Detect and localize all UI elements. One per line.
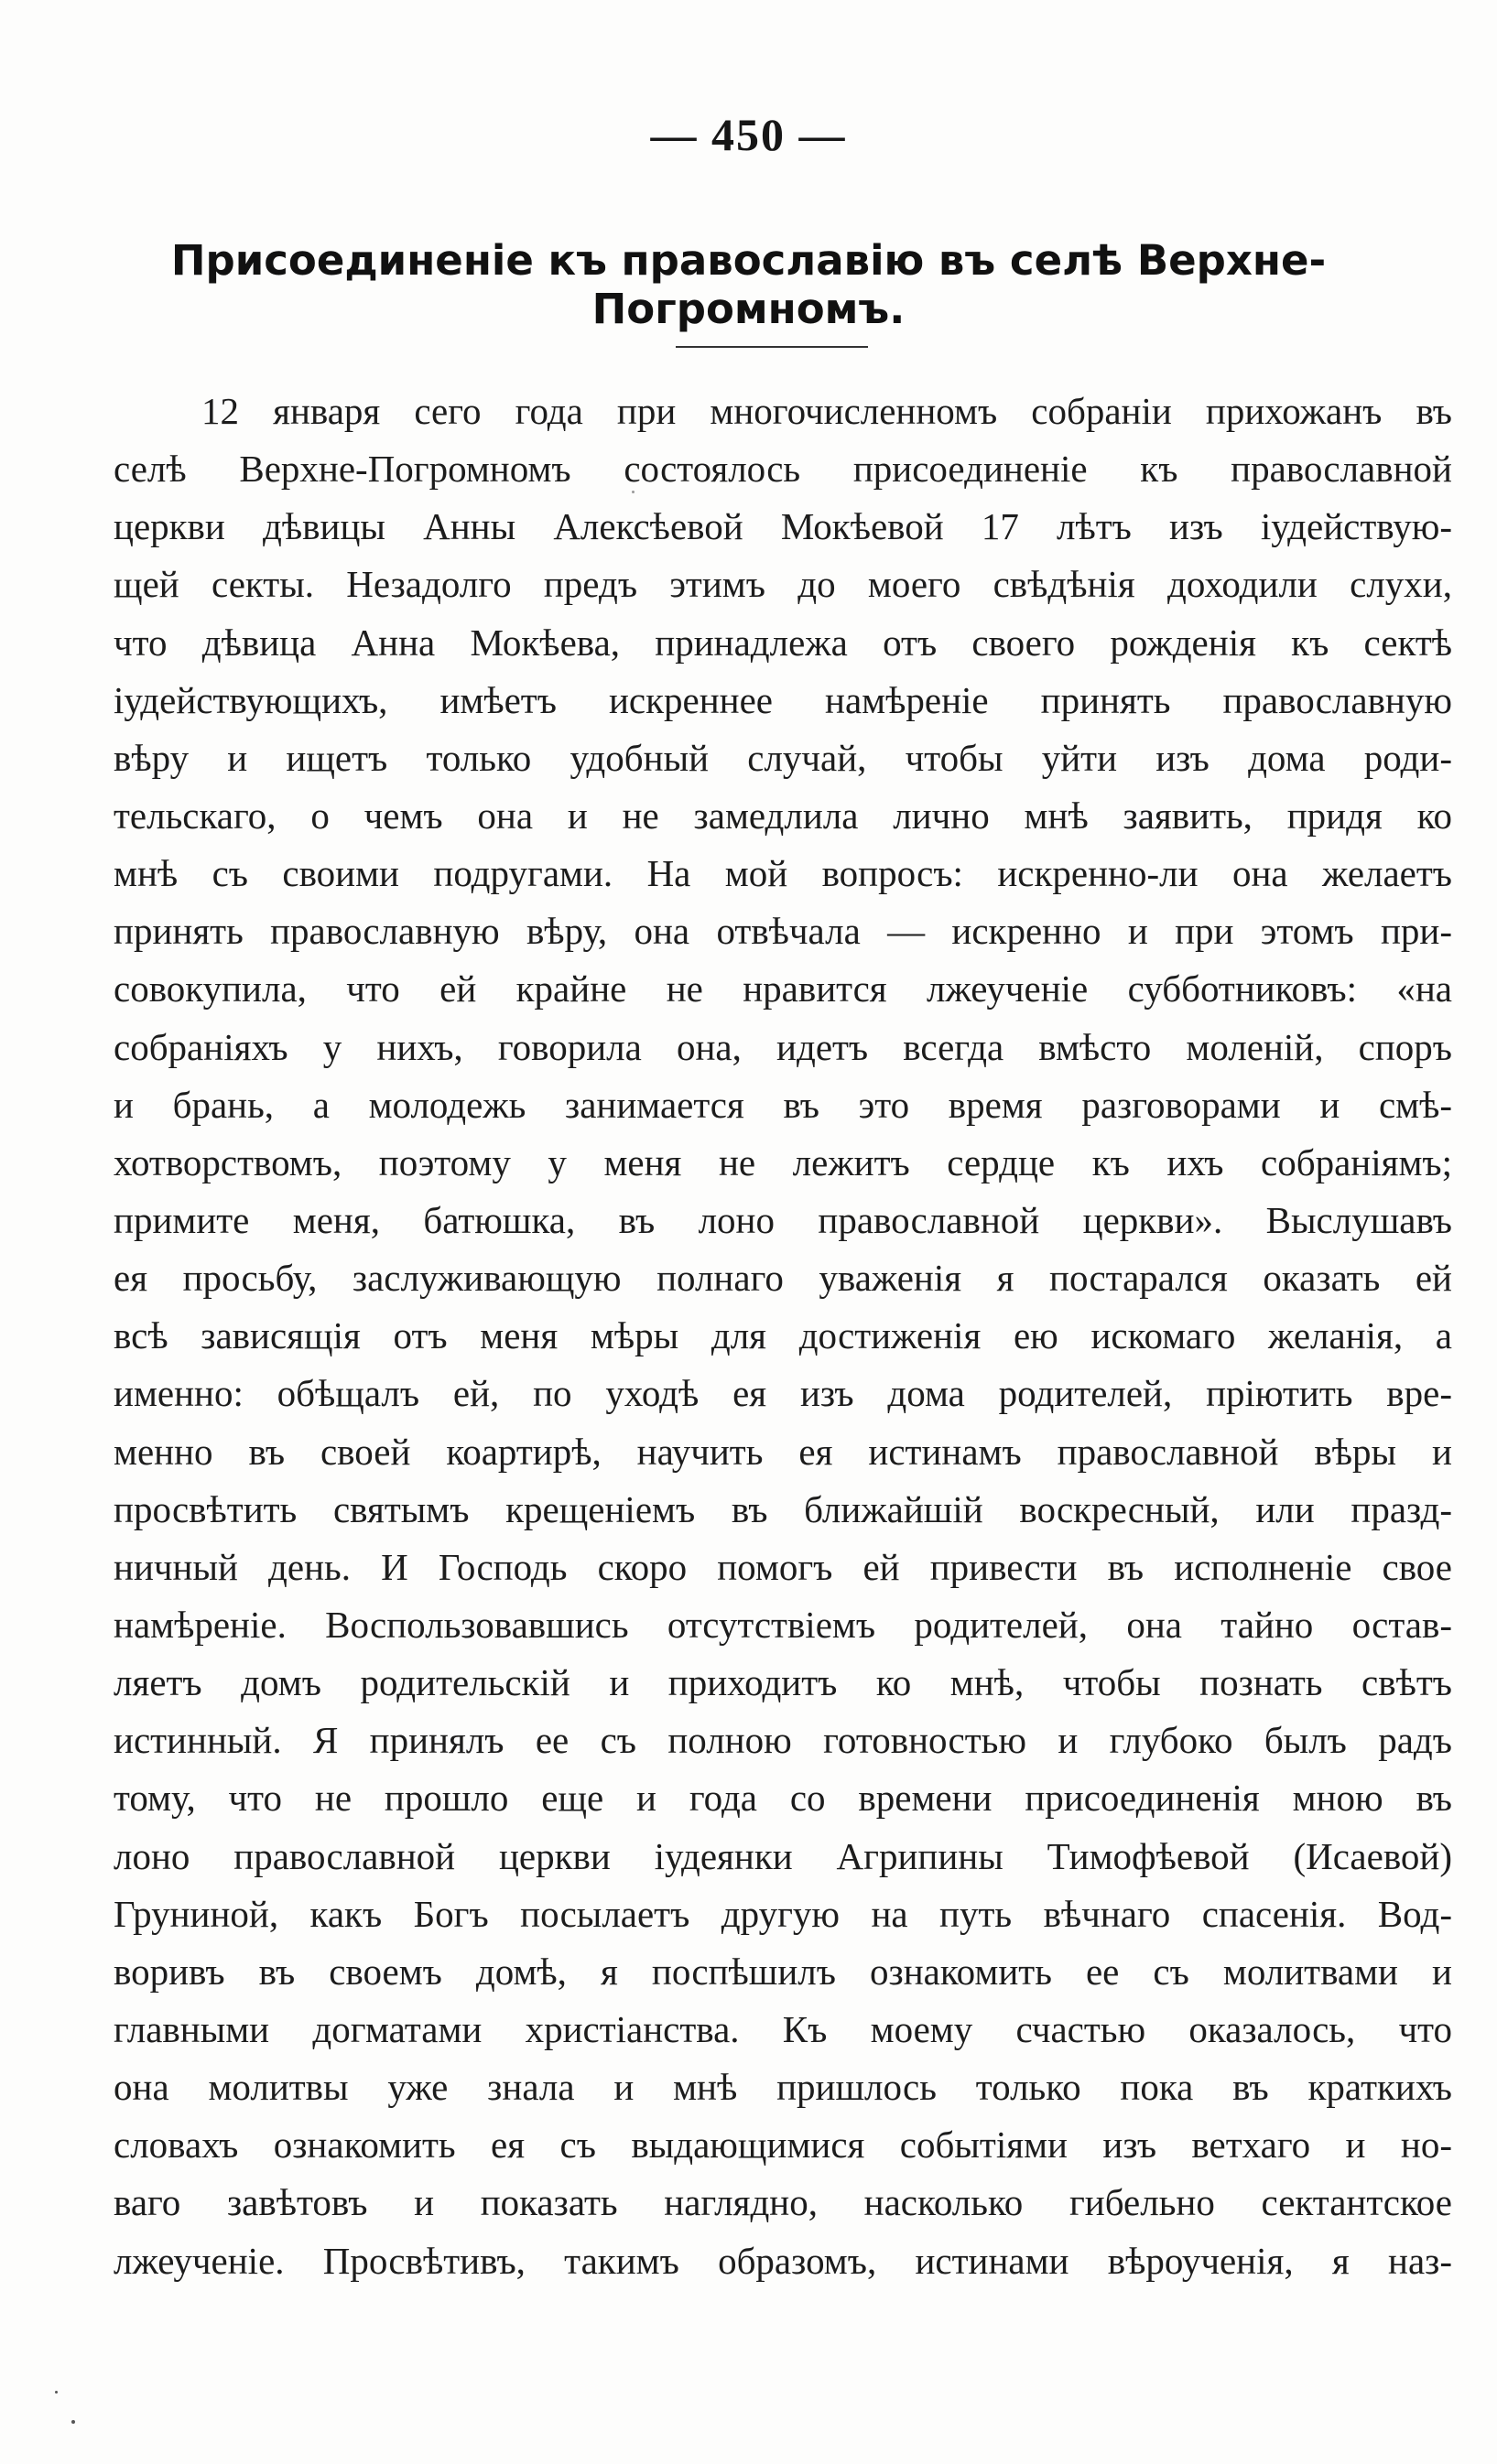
article-body [114, 383, 1452, 2290]
text-line: мнѣ съ своими подругами. На мой вопросъ: искренно-ли она желаетъ [114, 852, 1452, 895]
text-line: селѣ Верхне-Погромномъ состоялось присоединеніе къ православной [114, 448, 1452, 491]
text-line: совокупила, что ей крайне не нравится лжеученіе субботниковъ: «на [114, 967, 1452, 1010]
text-line: Груниной, какъ Богъ посылаетъ другую на путь вѣчнаго спасенія. Вод- [114, 1892, 1452, 1935]
text-line: именно: обѣщалъ ей, по уходѣ ея изъ дома родителей, пріютить вре- [114, 1372, 1452, 1415]
text-line: главными догматами христіанства. Къ моему счастью оказалось, что [114, 2007, 1452, 2050]
text-line: и брань, а молодежь занимается въ это время разговорами и смѣ- [114, 1083, 1452, 1126]
text-line: что дѣвица Анна Мокѣева, принадлежа отъ своего рожденія къ сектѣ [114, 621, 1452, 664]
text-line: принять православную вѣру, она отвѣчала — искренно и при этомъ при- [114, 910, 1452, 953]
text-line: вѣру и ищетъ только удобный случай, чтобы уйти изъ дома роди- [114, 736, 1452, 779]
article-title: Присоединеніе къ православію въ селѣ Верхне-Погромномъ. [170, 236, 1327, 333]
text-line: менно въ своей коартирѣ, научить ея истинамъ православной вѣры и [114, 1430, 1452, 1473]
text-line: намѣреніе. Воспользовавшись отсутствіемъ родителей, она тайно остав- [114, 1603, 1452, 1646]
text-line: щей секты. Незадолго предъ этимъ до моего свѣдѣнія доходили слухи, [114, 563, 1452, 606]
text-line: просвѣтить святымъ крещеніемъ въ ближайшій воскресный, или празд- [114, 1487, 1452, 1530]
text-line: тому, что не прошло еще и года со времени присоединенія мною въ [114, 1777, 1452, 1820]
text-line: словахъ ознакомить ея съ выдающимися событіями изъ ветхаго и но- [114, 2124, 1452, 2167]
text-line: лоно православной церкви іудеянки Агрипины Тимофѣевой (Исаевой) [114, 1834, 1452, 1877]
text-line: церкви дѣвицы Анны Алексѣевой Мокѣевой 17 лѣтъ изъ іудействую- [114, 505, 1452, 548]
text-line: 12 января сего года при многочисленномъ собраніи прихожанъ въ [201, 390, 1452, 432]
print-speck [632, 491, 635, 493]
text-line: ляетъ домъ родительскій и приходитъ ко мнѣ, чтобы познать свѣтъ [114, 1661, 1452, 1704]
text-line: ничный день. И Господь скоро помогъ ей привести въ исполненіе свое [114, 1545, 1452, 1588]
print-speck [55, 2391, 58, 2394]
text-line: лжеученіе. Просвѣтивъ, такимъ образомъ, истинами вѣроученія, я наз- [114, 2239, 1452, 2282]
text-line: она молитвы уже знала и мнѣ пришлось только пока въ краткихъ [114, 2066, 1452, 2109]
page-number: — 450 — [650, 109, 847, 160]
title-divider [676, 346, 868, 348]
print-speck [71, 2420, 75, 2424]
text-line: всѣ зависящія отъ меня мѣры для достиженія ею искомаго желанія, а [114, 1314, 1452, 1357]
text-line: воривъ въ своемъ домѣ, я поспѣшилъ ознакомить ее съ молитвами и [114, 1950, 1452, 1993]
text-line: собраніяхъ у нихъ, говорила она, идетъ всегда вмѣсто моленій, споръ [114, 1025, 1452, 1068]
text-line: іудействующихъ, имѣетъ искреннее намѣреніе принять православную [114, 678, 1452, 721]
text-line: тельскаго, о чемъ она и не замедлила лично мнѣ заявить, придя ко [114, 794, 1452, 837]
text-line: ея просьбу, заслуживающую полнаго уваженія я постарался оказать ей [114, 1257, 1452, 1300]
text-line: ваго завѣтовъ и показать наглядно, насколько гибельно сектантское [114, 2181, 1452, 2224]
text-line: истинный. Я принялъ ее съ полною готовностью и глубоко былъ радъ [114, 1719, 1452, 1762]
text-line: примите меня, батюшка, въ лоно православной церкви». Выслушавъ [114, 1198, 1452, 1241]
text-line: хотворствомъ, поэтому у меня не лежитъ сердце къ ихъ собраніямъ; [114, 1140, 1452, 1183]
